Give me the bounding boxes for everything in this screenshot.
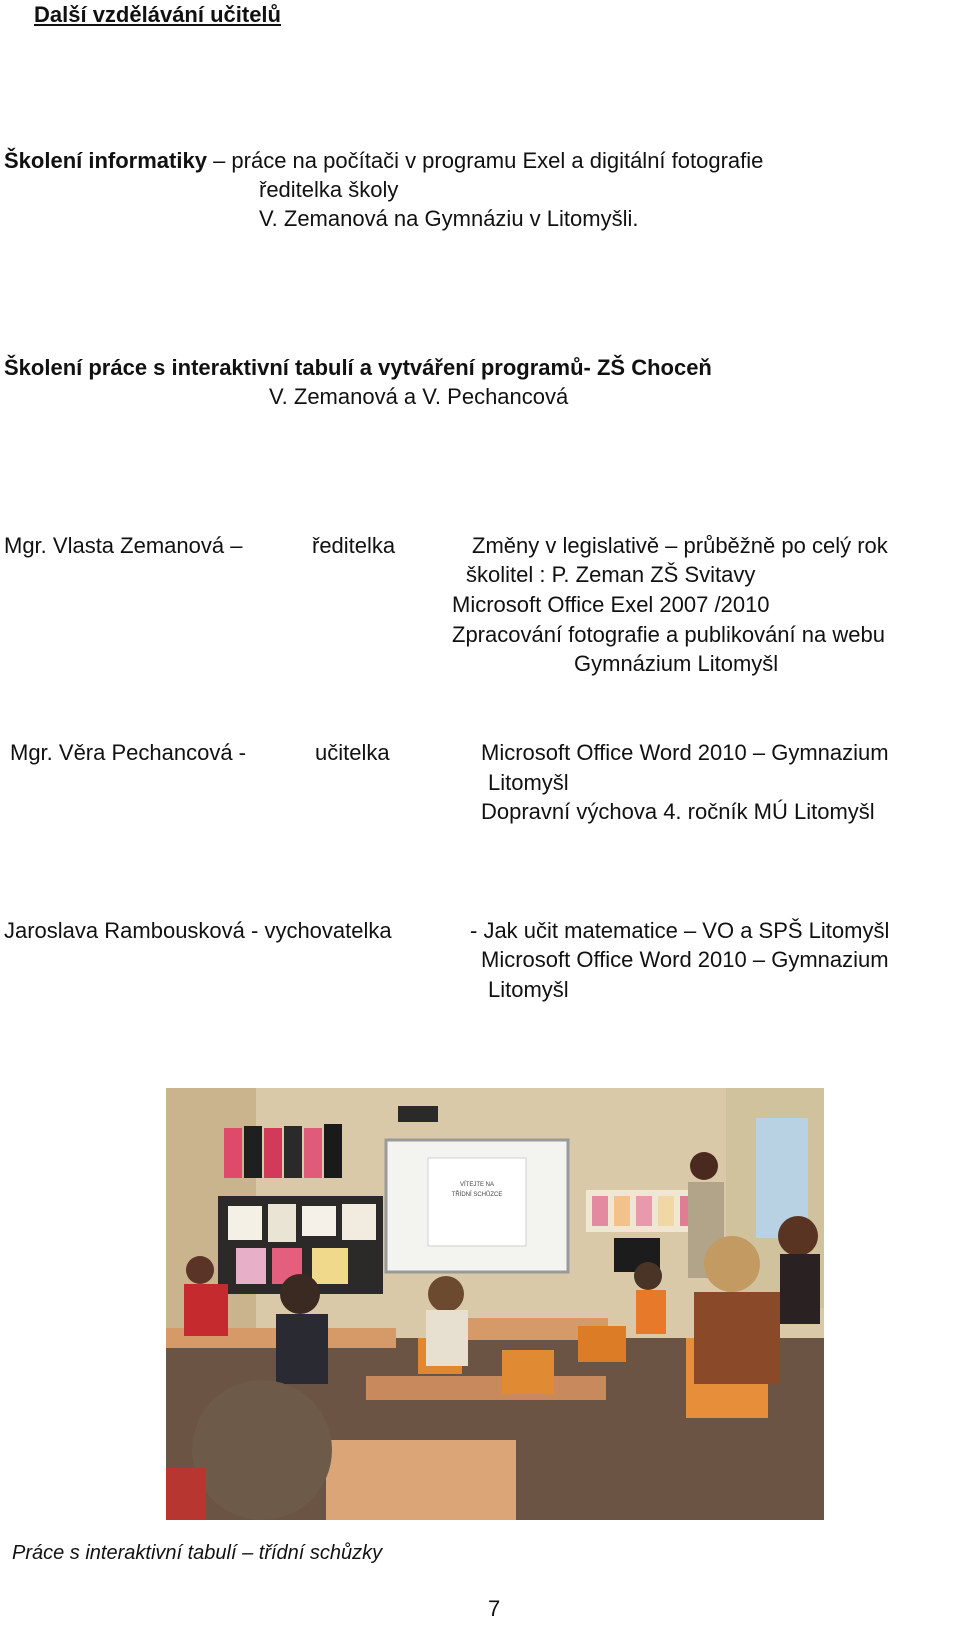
classroom-photo xyxy=(166,1088,824,1520)
person-name: Mgr. Vlasta Zemanová – xyxy=(4,533,243,558)
course-item: Microsoft Office Word 2010 – Gymnazium xyxy=(481,947,889,972)
training-board-people: V. Zemanová a V. Pechancová xyxy=(269,384,569,409)
photo-caption: Práce s interaktivní tabulí – třídní schůzky xyxy=(12,1542,383,1564)
course-item: Microsoft Office Exel 2007 /2010 xyxy=(452,592,770,617)
board-text: VÍTEJTE NA xyxy=(459,1182,495,1188)
page-heading: Další vzdělávání učitelů xyxy=(34,2,281,27)
training-informatics-desc: – práce na počítači v programu Exel a digitální fotografie xyxy=(206,148,764,173)
course-item: Změny v legislativě – průběžně po celý rok xyxy=(472,533,888,558)
training-informatics-title: Školení informatiky xyxy=(4,148,207,173)
course-item: Litomyšl xyxy=(488,770,569,795)
training-board-title: Školení práce s interaktivní tabulí a vytváření programů- ZŠ Choceň xyxy=(4,355,712,380)
page-number: 7 xyxy=(488,1596,501,1621)
course-item: Gymnázium Litomyšl xyxy=(574,651,779,676)
course-item: Microsoft Office Word 2010 – Gymnazium xyxy=(481,740,889,765)
course-item: Litomyšl xyxy=(488,977,569,1002)
person-name: Mgr. Věra Pechancová - xyxy=(10,740,247,765)
training-informatics-line2: ředitelka školy xyxy=(259,177,399,202)
course-item: Zpracování fotografie a publikování na webu xyxy=(452,622,885,647)
board-text: TŘÍDNÍ SCHŮZCE xyxy=(451,1192,503,1198)
person-role: učitelka xyxy=(315,740,390,765)
course-item: - Jak učit matematice – VO a SPŠ Litomyšl xyxy=(470,918,890,943)
person-role: ředitelka xyxy=(312,533,396,558)
training-informatics-line3: V. Zemanová na Gymnáziu v Litomyšli. xyxy=(259,206,639,231)
course-item: Dopravní výchova 4. ročník MÚ Litomyšl xyxy=(481,799,875,824)
person-name-role: Jaroslava Rambousková - vychovatelka xyxy=(4,918,392,943)
course-item: školitel : P. Zeman ZŠ Svitavy xyxy=(466,562,756,587)
